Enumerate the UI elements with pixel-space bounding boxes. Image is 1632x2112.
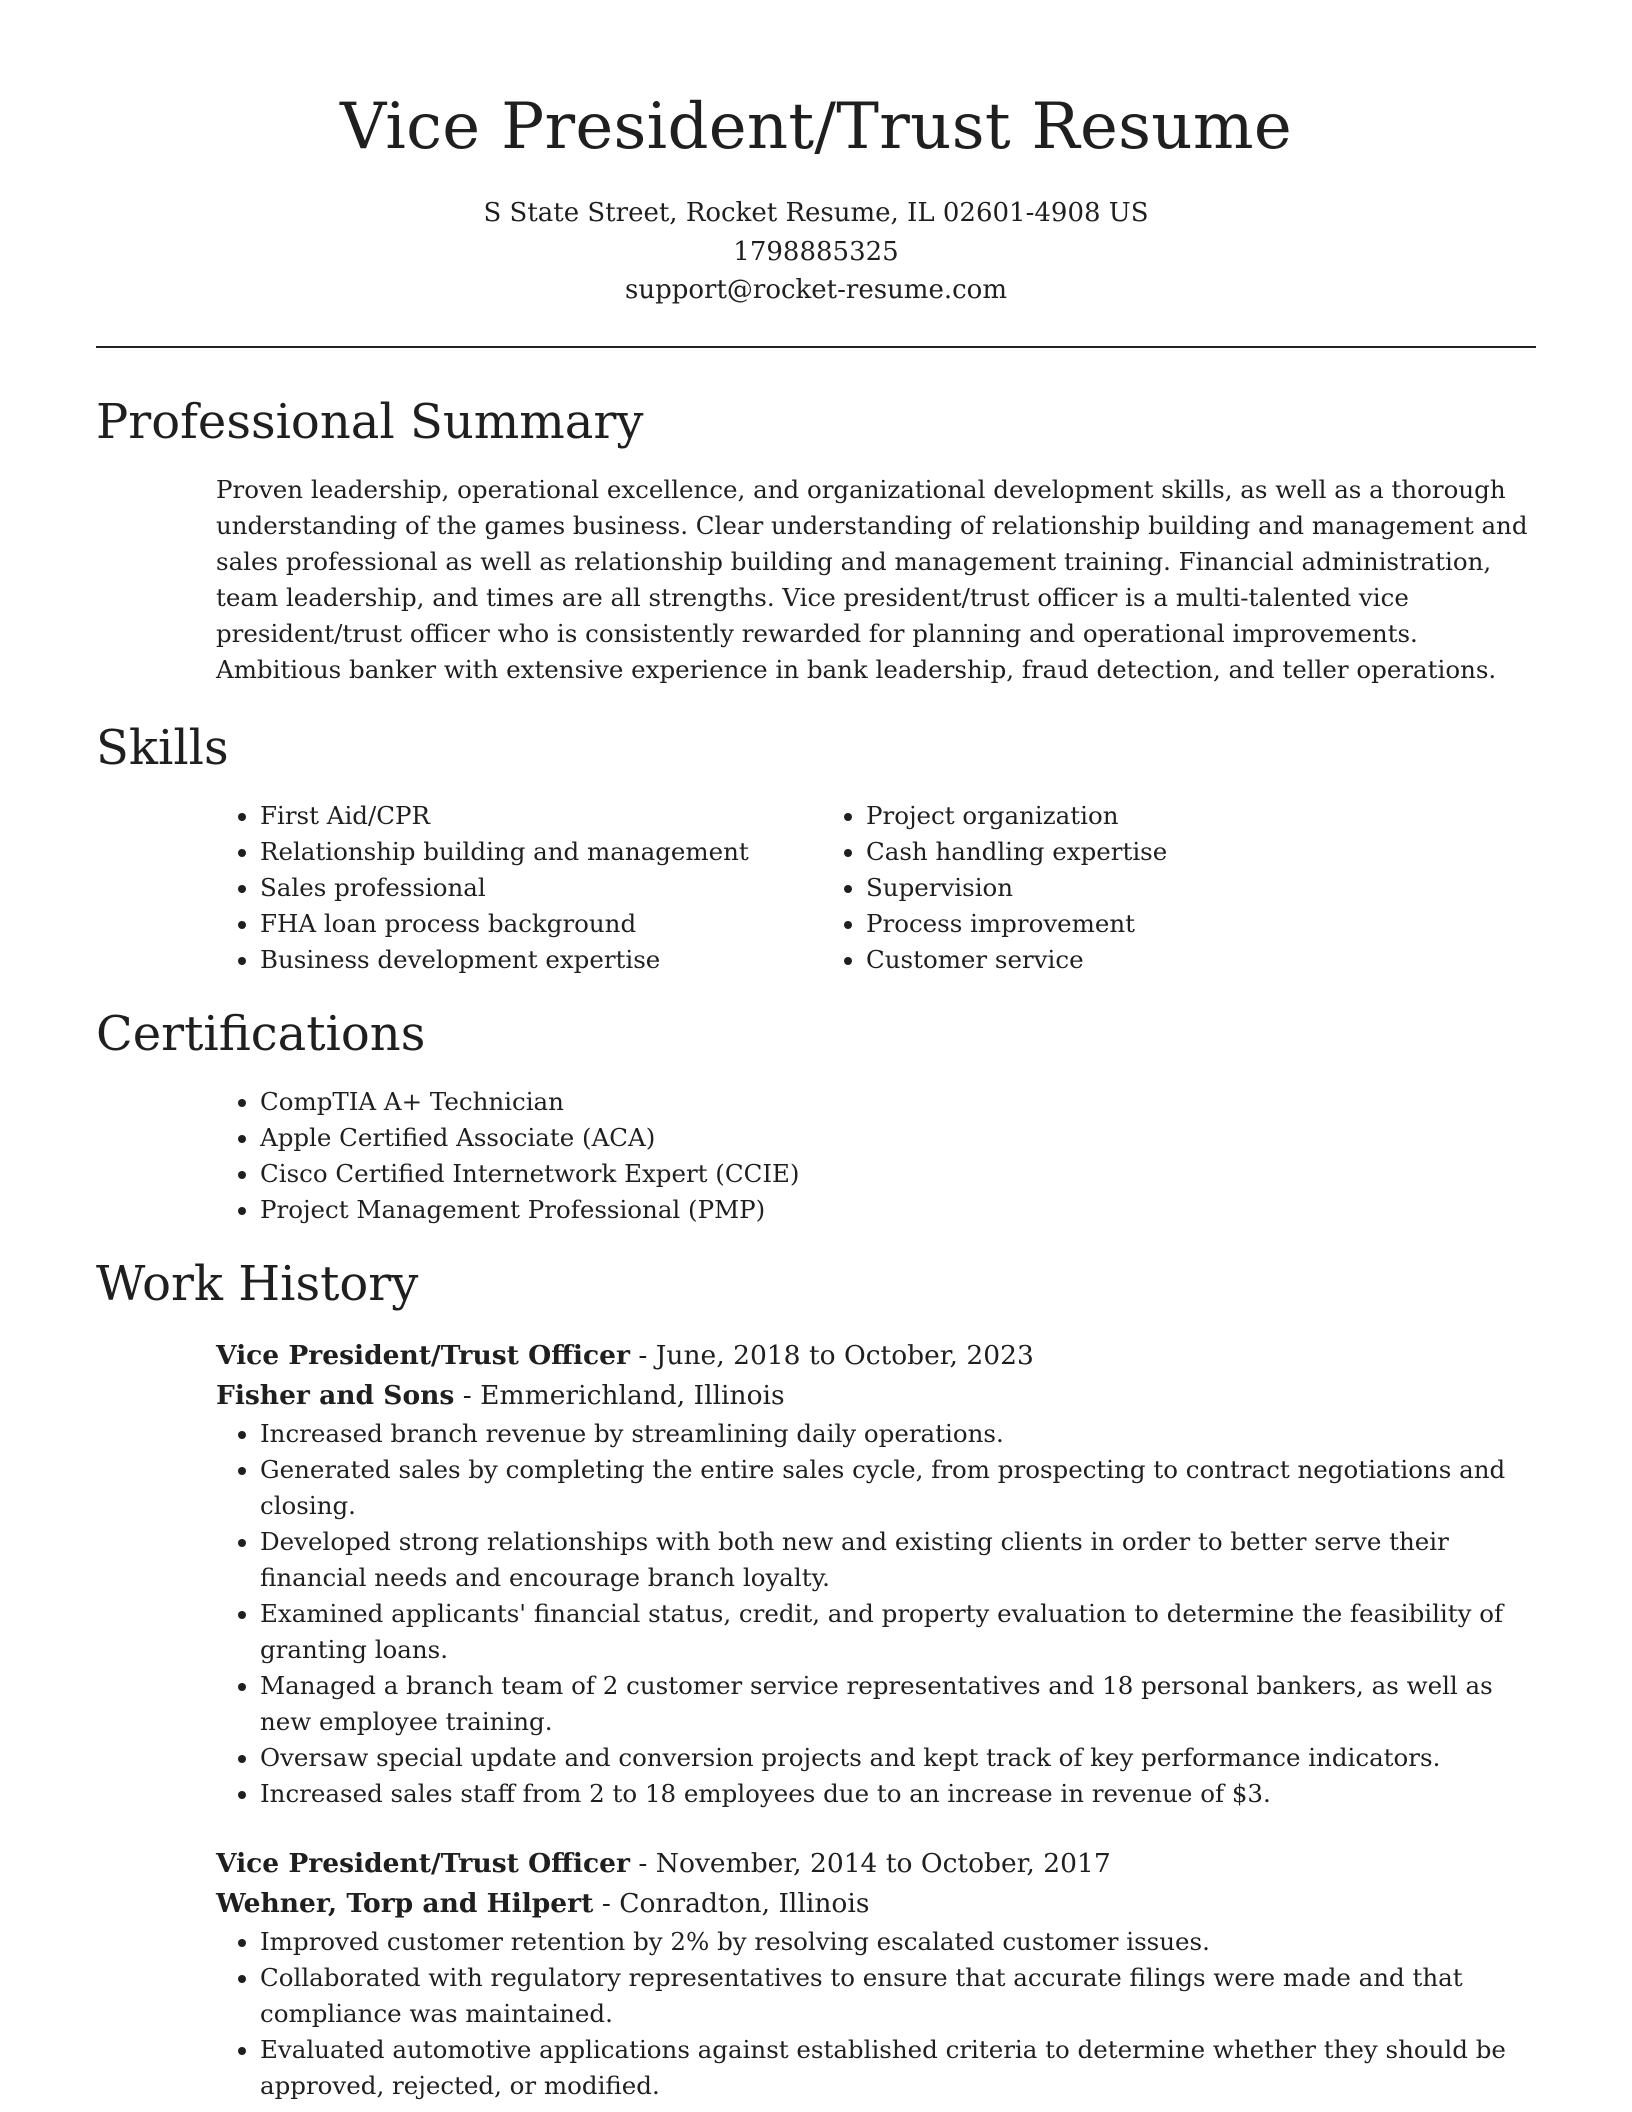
skills-heading: Skills — [96, 719, 229, 776]
job-location: Conradton, Illinois — [619, 1887, 870, 1919]
job-bullet: • Oversaw special update and conversion projects and kept track of key performance indicators. — [260, 1740, 1536, 1776]
job-company-line — [216, 1376, 1536, 1416]
job-bullet: • Increased sales staff from 2 to 18 employees due to an increase in revenue of $3. — [260, 1776, 1536, 1812]
contact-block — [96, 194, 1536, 310]
job-dates: November, 2014 to October, 2017 — [655, 1847, 1111, 1879]
contact-phone: 1798885325 — [733, 236, 899, 267]
skills-list-right — [822, 798, 1428, 978]
job-bullet-list — [216, 1416, 1536, 1812]
job-bullet: • Evaluated automotive applications against established criteria to determine whether they should be approved, rejected, or modified. — [260, 2032, 1536, 2104]
job-separator: - — [638, 1339, 656, 1371]
skill-item: • Relationship building and management — [260, 834, 822, 870]
job-bullet: • Examined applicants' financial status, credit, and property evaluation to determine the feasibility of granting loans. — [260, 1596, 1536, 1668]
job-bullet: • Generated sales by completing the entire sales cycle, from prospecting to contract negotiations and closing. — [260, 1452, 1536, 1524]
job-bullet: • Developed strong relationships with both new and existing clients in order to better serve their financial needs and encourage branch loyalty. — [260, 1524, 1536, 1596]
skill-item: • Process improvement — [866, 906, 1428, 942]
certification-item: • Apple Certified Associate (ACA) — [260, 1120, 1536, 1156]
job-title-line — [216, 1336, 1536, 1376]
skill-item: • Customer service — [866, 942, 1428, 978]
certification-item: • CompTIA A+ Technician — [260, 1084, 1536, 1120]
header-divider — [96, 346, 1536, 348]
certifications-block — [216, 1084, 1536, 1228]
skills-columns — [216, 798, 1536, 978]
work-history-heading: Work History — [96, 1255, 419, 1312]
contact-email: support@rocket-resume.com — [624, 275, 1007, 305]
resume-page — [96, 0, 1536, 2104]
skill-item: • FHA loan process background — [260, 906, 822, 942]
summary-heading: Professional Summary — [96, 393, 644, 450]
job-company: Fisher and Sons — [216, 1379, 455, 1411]
contact-address: S State Street, Rocket Resume, IL 02601-4908 US — [483, 198, 1149, 228]
job-entry — [216, 1336, 1536, 1812]
job-location: Emmerichland, Illinois — [480, 1379, 785, 1411]
summary-text: Proven leadership, operational excellence, and organizational development skills, as well as a thorough understanding of the games business. Clear understanding of relationship building and management and sales professional as well as relationship building and management training. Financial administration, team leadership, and times are all strengths. Vice president/trust officer is a multi-talented vice president/trust officer who is consistently rewarded for planning and operational improvements. Ambitious banker with extensive experience in bank leadership, fraud detection, and teller operations. — [216, 474, 1528, 684]
job-title: Vice President/Trust Officer — [216, 1847, 630, 1879]
skill-item: • Supervision — [866, 870, 1428, 906]
job-entry — [216, 1844, 1536, 2104]
job-separator: - — [638, 1847, 656, 1879]
skill-item: • First Aid/CPR — [260, 798, 822, 834]
skill-item: • Sales professional — [260, 870, 822, 906]
job-separator: - — [601, 1887, 620, 1919]
skill-item: • Cash handling expertise — [866, 834, 1428, 870]
job-bullet: • Collaborated with regulatory representatives to ensure that accurate filings were made and that compliance was maintained. — [260, 1960, 1536, 2032]
certifications-list — [216, 1084, 1536, 1228]
certifications-heading: Certifications — [96, 1005, 426, 1062]
job-title: Vice President/Trust Officer — [216, 1339, 630, 1371]
job-bullet: • Improved customer retention by 2% by resolving escalated customer issues. — [260, 1924, 1536, 1960]
job-company-line — [216, 1884, 1536, 1924]
resume-title: Vice President/Trust Resume — [339, 90, 1292, 164]
job-bullet: • Increased branch revenue by streamlining daily operations. — [260, 1416, 1536, 1452]
skills-list-left — [216, 798, 822, 978]
certification-item: • Cisco Certified Internetwork Expert (CCIE) — [260, 1156, 1536, 1192]
job-bullet: • Managed a branch team of 2 customer service representatives and 18 personal bankers, as well as new employee training. — [260, 1668, 1536, 1740]
job-title-line — [216, 1844, 1536, 1884]
certification-item: • Project Management Professional (PMP) — [260, 1192, 1536, 1228]
job-company: Wehner, Torp and Hilpert — [216, 1887, 594, 1919]
job-dates: June, 2018 to October, 2023 — [655, 1339, 1034, 1371]
skill-item: • Project organization — [866, 798, 1428, 834]
job-separator: - — [462, 1379, 481, 1411]
skill-item: • Business development expertise — [260, 942, 822, 978]
job-bullet-list — [216, 1924, 1536, 2104]
